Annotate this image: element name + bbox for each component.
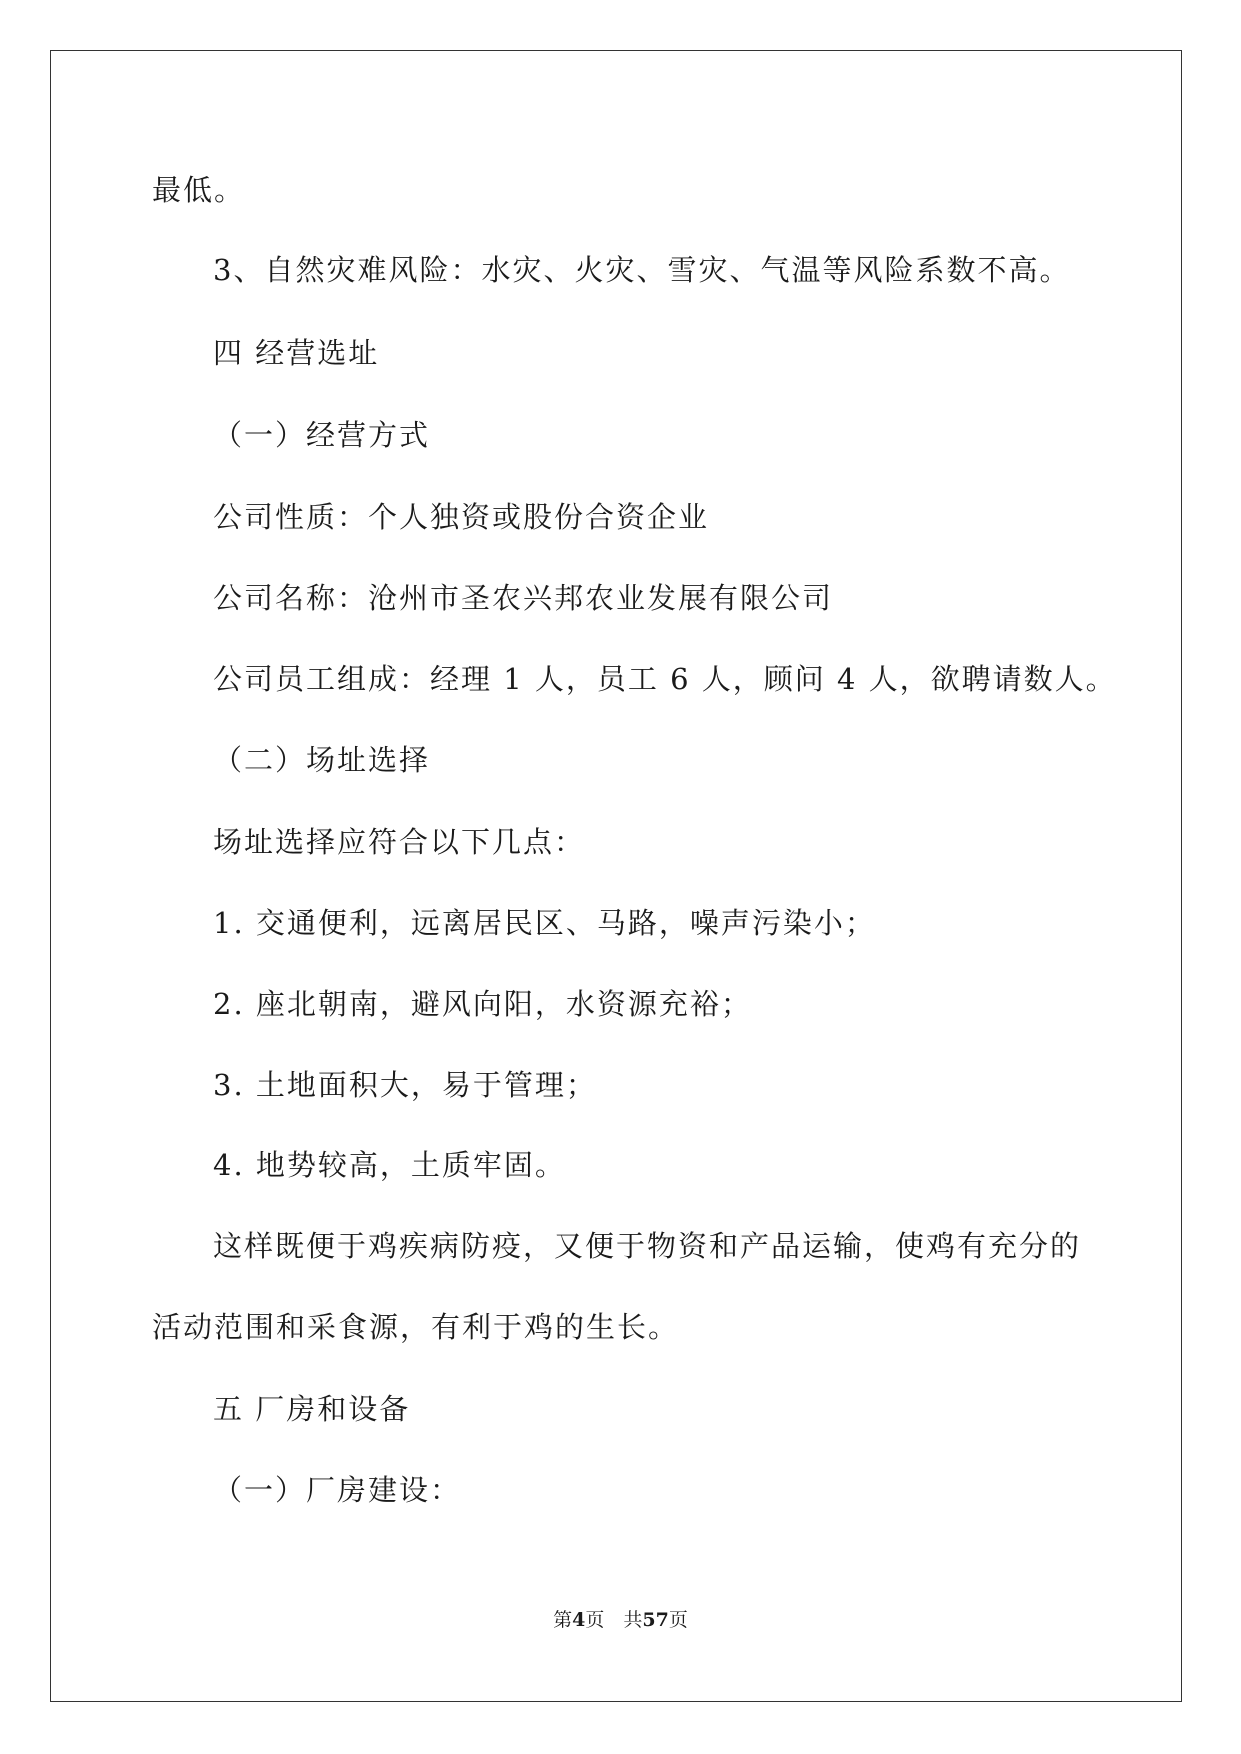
list-item: 4. 地势较高，土质牢固。 bbox=[213, 1148, 566, 1182]
footer-mid: 页 共 bbox=[585, 1609, 643, 1631]
page-footer bbox=[0, 1608, 1241, 1632]
text-line: 场址选择应符合以下几点： bbox=[213, 825, 586, 859]
subsection-heading: （一）厂房建设： bbox=[213, 1473, 462, 1507]
section-heading: 五 厂房和设备 bbox=[213, 1392, 411, 1426]
list-item: 3. 土地面积大，易于管理； bbox=[213, 1068, 597, 1102]
footer-suffix: 页 bbox=[668, 1609, 688, 1631]
text-line: 3、自然灾难风险：水灾、火灾、雪灾、气温等风险系数不高。 bbox=[213, 253, 1071, 287]
section-heading: 四 经营选址 bbox=[213, 336, 380, 370]
subsection-heading: （一）经营方式 bbox=[213, 418, 431, 452]
current-page-number: 4 bbox=[572, 1609, 586, 1631]
list-item: 2. 座北朝南，避风向阳，水资源充裕； bbox=[213, 987, 752, 1021]
text-line: 最低。 bbox=[152, 173, 246, 207]
page-border bbox=[50, 50, 1182, 1702]
footer-prefix: 第 bbox=[553, 1609, 573, 1631]
text-line: 公司名称：沧州市圣农兴邦农业发展有限公司 bbox=[213, 581, 834, 615]
list-item: 1. 交通便利，远离居民区、马路，噪声污染小； bbox=[213, 906, 876, 940]
subsection-heading: （二）场址选择 bbox=[213, 743, 431, 777]
text-line: 公司员工组成：经理 1 人，员工 6 人，顾问 4 人，欲聘请数人。 bbox=[213, 662, 1117, 696]
text-line: 公司性质：个人独资或股份合资企业 bbox=[213, 500, 710, 534]
total-page-count: 57 bbox=[642, 1609, 669, 1631]
text-line: 活动范围和采食源，有利于鸡的生长。 bbox=[152, 1310, 680, 1344]
text-line: 这样既便于鸡疾病防疫，又便于物资和产品运输，使鸡有充分的 bbox=[213, 1229, 1082, 1263]
